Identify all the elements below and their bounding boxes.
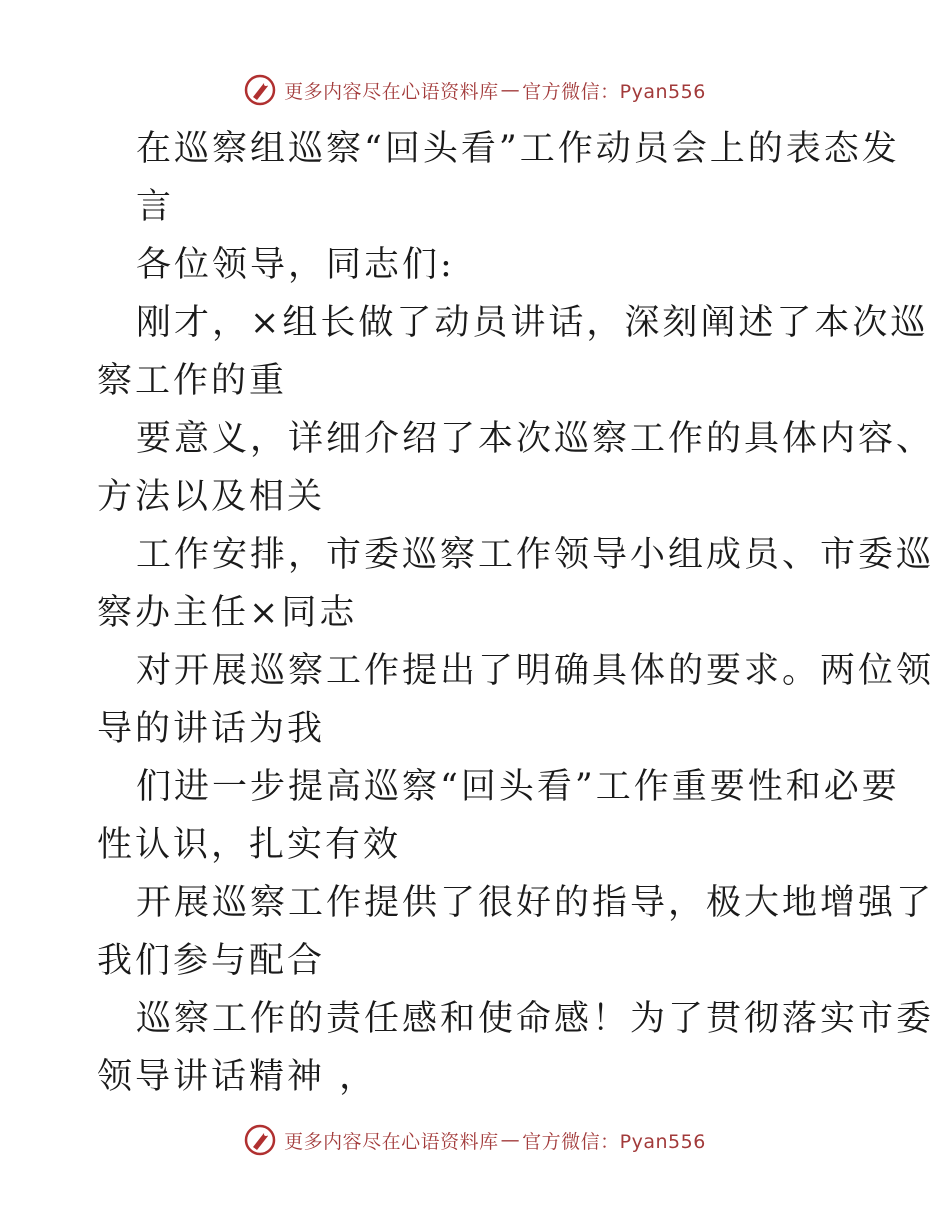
document-line: 开展巡察工作提供了很好的指导，极大地增强了 bbox=[136, 883, 935, 923]
document-line: 导的讲话为我 bbox=[97, 709, 326, 749]
banner-dash: — bbox=[500, 79, 521, 101]
document-line: 方法以及相关 bbox=[97, 477, 326, 517]
footer-banner bbox=[0, 1120, 950, 1160]
document-line: 刚才，×组长做了动员讲话，深刻阐述了本次巡 bbox=[136, 303, 929, 343]
document-line: 言 bbox=[136, 187, 175, 227]
banner-dash: — bbox=[500, 1129, 521, 1151]
document-line: 各位领导，同志们: bbox=[136, 245, 455, 285]
document-line: 察办主任×同志 bbox=[97, 593, 358, 633]
banner-contact: 官方微信：Pyan556 bbox=[522, 1130, 706, 1153]
document-line: 对开展巡察工作提出了明确具体的要求。两位领 bbox=[136, 651, 935, 691]
document-line: 巡察工作的责任感和使命感！为了贯彻落实市委 bbox=[136, 999, 935, 1039]
document-line: 们进一步提高巡察“回头看”工作重要性和必要 bbox=[136, 767, 900, 807]
banner-text: 更多内容尽在心语资料库 bbox=[284, 80, 499, 103]
document-line: 领导讲话精神 ， bbox=[97, 1057, 378, 1097]
document-body bbox=[97, 120, 935, 1106]
banner-text: 更多内容尽在心语资料库 bbox=[284, 1130, 499, 1153]
document-line: 要意义，详细介绍了本次巡察工作的具体内容、 bbox=[136, 419, 935, 459]
document-line: 我们参与配合 bbox=[97, 941, 326, 981]
pen-logo-icon bbox=[244, 1124, 276, 1156]
banner-contact: 官方微信：Pyan556 bbox=[522, 80, 706, 103]
document-line: 性认识，扎实有效 bbox=[97, 825, 402, 865]
document-line: 工作安排，市委巡察工作领导小组成员、市委巡 bbox=[136, 535, 935, 575]
header-banner bbox=[0, 70, 950, 110]
pen-logo-icon bbox=[244, 74, 276, 106]
document-line: 在巡察组巡察“回头看”工作动员会上的表态发 bbox=[136, 129, 900, 169]
document-line: 察工作的重 bbox=[97, 361, 288, 401]
